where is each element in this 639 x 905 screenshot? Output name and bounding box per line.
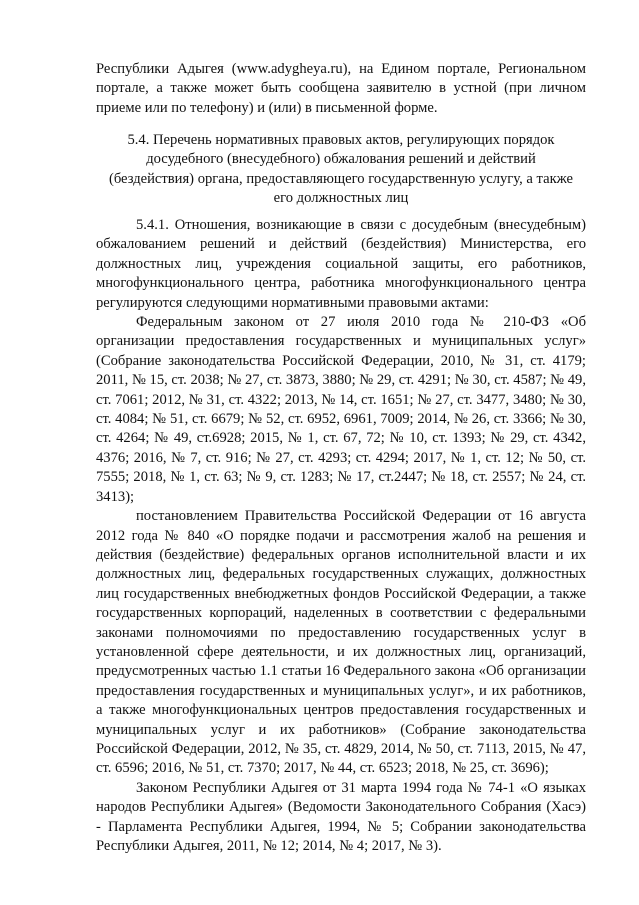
- paragraph-government-decree-840: постановлением Правительства Российской Федерации от 16 августа 2012 года № 840 «О порядке подачи и рассмотрения жалоб на решения и действия (бездействие) федеральных органов исполнительной власти и их должностных лиц, федеральных государственных служащих, должностных лиц государственных внебюджетных фондов Российской Федерации, а также государственных корпораций, наделенных в соответствии с федеральными законами полномочиями по предоставлению государственных услуг в установленной сфере деятельности, и их должностных лиц, организаций, предусмотренных частью 1.1 статьи 16 Федерального закона «Об организации предоставления государственных и муниципальных услуг», и их работников, а также многофункциональных центров предоставления государственных и муниципальных услуг и их работников» (Собрание законодательства Российской Федерации, 2012, № 35, ст. 4829, 2014, № 50, ст. 7113, 2015, № 47, ст. 6596; 2016, № 51, ст. 7370; 2017, № 44, ст. 6523; 2018, № 25, ст. 3696);: [96, 508, 586, 777]
- section-body: [96, 216, 586, 856]
- section-heading-line-1: 5.4. Перечень нормативных правовых актов, регулирующих порядок: [127, 132, 555, 148]
- paragraph-adygea-law-74-1: Законом Республики Адыгея от 31 марта 1994 года № 74-1 «О языках народов Республики Адыгея» (Ведомости Законодательного Собрания (Хасэ) - Парламента Республики Адыгея, 1994, № 5; Собрании законодательства Республики Адыгея, 2011, № 12; 2014, № 4; 2017, № 3).: [96, 779, 586, 854]
- paragraph-federal-law-210: Федеральным законом от 27 июля 2010 года № 210-ФЗ «Об организации предоставления государственных и муниципальных услуг» (Собрание законодательства Российской Федерации, 2010, № 31, ст. 4179; 2011, № 15, ст. 2038; № 27, ст. 3873, 3880; № 29, ст. 4291; № 30, ст. 4587; № 49, ст. 7061; 2012, № 31, ст. 4322; 2013, № 14, ст. 1651; № 27, ст. 3477, 3480; № 30, ст. 4084; № 51, ст. 6679; № 52, ст. 6952, 6961, 7009; 2014, № 26, ст. 3366; № 30, ст. 4264; № 49, ст.6928; 2015, № 1, ст. 67, 72; № 10, ст. 1393; № 29, ст. 4342, 4376; 2016, № 7, ст. 916; № 27, ст. 4293; ст. 4294; 2017, № 1, ст. 12; № 50, ст. 7555; 2018, № 1, ст. 63; № 9, ст. 1283; № 17, ст.2447; № 18, ст. 2557; № 24, ст. 3413);: [96, 314, 586, 505]
- intro-block: [96, 60, 586, 118]
- section-heading-line-3: (бездействия) органа, предоставляющего государственную услугу, а также: [108, 170, 574, 187]
- section-heading-line-4: его должностных лиц: [273, 190, 409, 207]
- paragraph-5-4-1: 5.4.1. Отношения, возникающие в связи с досудебным (внесудебным) обжалованием решений и действий (бездействия) Министерства, его должностных лиц, учреждения социальной защиты, его работников, многофункционального центра, работника многофункционального центра регулируются следующими нормативными правовыми актами:: [96, 217, 586, 311]
- intro-paragraph: Республики Адыгея (www.adygheya.ru), на Едином портале, Региональном портале, а также может быть сообщена заявителю в устной (при личном приеме или по телефону) и (или) в письменной форме.: [96, 61, 586, 116]
- section-heading-line-2: досудебного (внесудебного) обжалования решений и действий: [146, 151, 536, 168]
- section-heading: [96, 131, 586, 209]
